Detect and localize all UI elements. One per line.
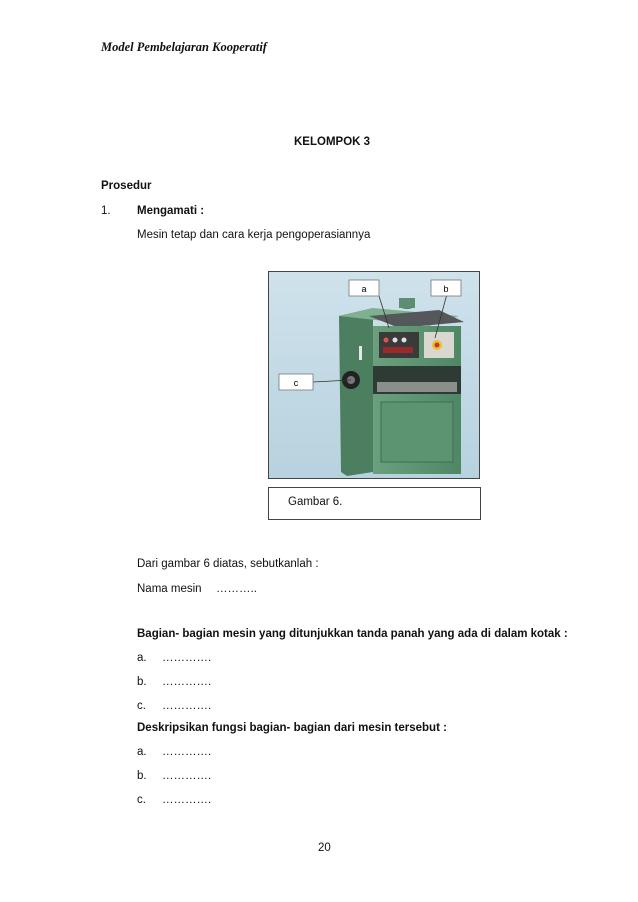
group-heading: KELOMPOK 3: [294, 136, 371, 148]
functions-item-marker: a.: [137, 746, 147, 758]
callout-c-label: c: [293, 378, 299, 388]
functions-item-blank: ………….: [162, 794, 212, 806]
control-panel: [379, 332, 419, 358]
parts-item-blank: ………….: [162, 652, 212, 664]
parts-item-marker: c.: [137, 700, 146, 712]
step-description: Mesin tetap dan cara kerja pengoperasiannya: [137, 229, 371, 241]
step-title: Mengamati :: [137, 205, 205, 217]
functions-question: Deskripsikan fungsi bagian- bagian dari mesin tersebut :: [137, 722, 447, 734]
figure-caption: Gambar 6.: [288, 496, 343, 508]
section-title: Prosedur: [101, 180, 152, 192]
functions-item-marker: c.: [137, 794, 146, 806]
page-number: 20: [318, 842, 331, 854]
functions-item-marker: b.: [137, 770, 147, 782]
step-number: 1.: [101, 205, 111, 217]
callout-b-label: b: [443, 284, 449, 294]
planer-machine-illustration: [269, 272, 479, 478]
callout-a-label: a: [361, 284, 367, 294]
machine-side: [339, 308, 373, 476]
functions-item-blank: ………….: [162, 746, 212, 758]
functions-item-blank: ………….: [162, 770, 212, 782]
machine-name-blank: ………..: [216, 583, 257, 595]
parts-item-blank: ………….: [162, 700, 212, 712]
machine-name-label: Nama mesin: [137, 583, 202, 595]
figure-caption-box: [268, 487, 481, 520]
parts-item-blank: ………….: [162, 676, 212, 688]
parts-item-marker: b.: [137, 676, 147, 688]
parts-question: Bagian- bagian mesin yang ditunjukkan tanda panah yang ada di dalam kotak :: [137, 628, 568, 640]
document-header: Model Pembelajaran Kooperatif: [101, 40, 267, 54]
machine-figure: [268, 271, 480, 479]
question-intro: Dari gambar 6 diatas, sebutkanlah :: [137, 558, 319, 570]
parts-item-marker: a.: [137, 652, 147, 664]
